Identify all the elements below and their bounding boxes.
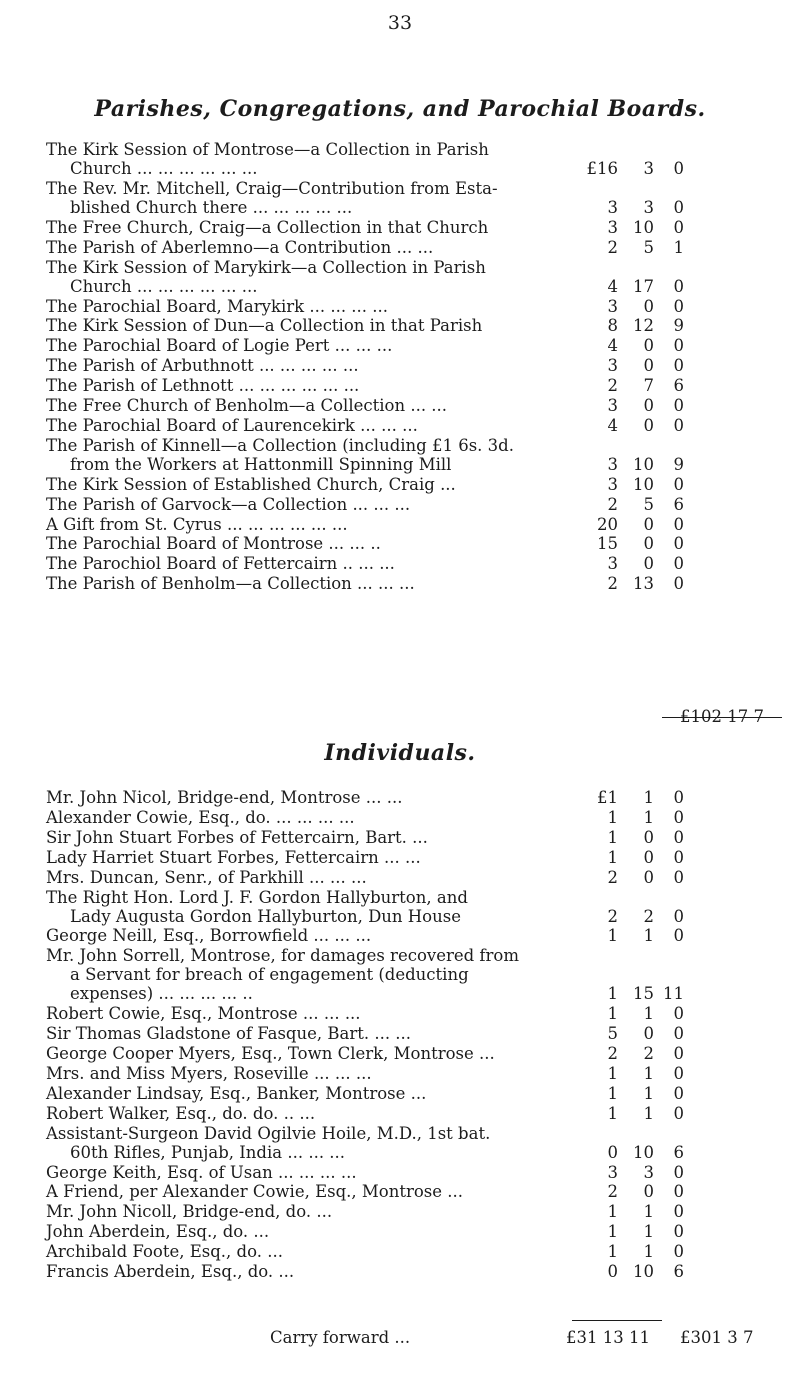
entry-text-line: Mrs. and Miss Myers, Roseville ... ... ... xyxy=(46,1063,372,1083)
ledger-entry xyxy=(46,534,686,553)
ledger-entry xyxy=(46,1084,686,1103)
pounds-amount: 1 xyxy=(607,827,618,847)
carry-forward-label: Carry forward ... xyxy=(270,1328,411,1347)
pounds-amount: 3 xyxy=(607,217,618,237)
shillings-amount: 1 xyxy=(643,788,654,807)
pence-amount: 0 xyxy=(673,1063,684,1083)
pounds-amount: 1 xyxy=(607,847,618,867)
pounds-amount: 2 xyxy=(607,376,618,396)
pounds-amount: 1 xyxy=(607,1222,618,1242)
entry-text-line: blished Church there ... ... ... ... ... xyxy=(70,197,353,217)
pounds-amount: 2 xyxy=(607,237,618,257)
ledger-entry xyxy=(46,554,686,573)
pence-amount: 11 xyxy=(663,984,684,1004)
entry-text-line: The Parish of Arbuthnott ... ... ... ... ... xyxy=(46,356,359,376)
pounds-amount: 1 xyxy=(607,1103,618,1123)
entry-text-line: The Parochiol Board of Fettercairn .. ... ... xyxy=(46,554,395,574)
pounds-amount: 3 xyxy=(607,554,618,574)
shillings-amount: 3 xyxy=(643,1162,654,1182)
entry-text-line: Archibald Foote, Esq., do. ... xyxy=(46,1242,283,1262)
pence-amount: 0 xyxy=(673,1103,684,1123)
ledger-entry xyxy=(46,574,686,593)
shillings-amount: 0 xyxy=(643,1024,654,1044)
pounds-amount: 2 xyxy=(607,574,618,594)
pence-amount: 9 xyxy=(673,454,684,474)
ledger-entry xyxy=(46,258,686,296)
ledger-entry xyxy=(46,788,686,807)
pounds-amount: 3 xyxy=(607,197,618,217)
ledger-entry xyxy=(46,946,686,1003)
pence-amount: 0 xyxy=(673,926,684,946)
ledger-entry xyxy=(46,848,686,867)
pence-amount: 0 xyxy=(673,336,684,356)
pence-amount: 9 xyxy=(673,316,684,336)
ledger-entry xyxy=(46,1163,686,1182)
shillings-amount: 0 xyxy=(643,356,654,376)
pounds-amount: 3 xyxy=(607,356,618,376)
pence-amount: 6 xyxy=(673,376,684,396)
pence-amount: 0 xyxy=(673,574,684,594)
entry-text-line: The Parochial Board of Montrose ... ... .. xyxy=(46,534,381,554)
ledger-entry xyxy=(46,828,686,847)
shillings-amount: 0 xyxy=(643,336,654,356)
pounds-amount: 0 xyxy=(607,1142,618,1162)
ledger-entry xyxy=(46,1104,686,1123)
pence-amount: 0 xyxy=(673,474,684,494)
ledger-entry xyxy=(46,140,686,178)
pounds-amount: 3 xyxy=(607,296,618,316)
shillings-amount: 13 xyxy=(633,574,654,594)
ledger-entry xyxy=(46,808,686,827)
pounds-amount: 2 xyxy=(607,1044,618,1063)
entry-text-line: A Gift from St. Cyrus ... ... ... ... ... ... xyxy=(46,514,348,534)
shillings-amount: 1 xyxy=(643,1004,654,1024)
pounds-amount: 1 xyxy=(607,926,618,946)
ledger-entry xyxy=(46,179,686,217)
pence-amount: 0 xyxy=(673,906,684,926)
entry-text-line: Alexander Lindsay, Esq., Banker, Montrose ... xyxy=(46,1083,427,1103)
entry-text-line: Mr. John Sorrell, Montrose, for damages recovered from xyxy=(46,946,519,966)
shillings-amount: 1 xyxy=(643,1202,654,1222)
shillings-amount: 0 xyxy=(643,554,654,574)
pounds-amount: 2 xyxy=(607,1182,618,1202)
pence-amount: 0 xyxy=(673,1162,684,1182)
pence-amount: 0 xyxy=(673,788,684,807)
pence-amount: 0 xyxy=(673,514,684,534)
entry-text-line: Robert Cowie, Esq., Montrose ... ... ... xyxy=(46,1004,361,1024)
carry-rule xyxy=(572,1320,662,1321)
shillings-amount: 1 xyxy=(643,1222,654,1242)
ledger-entry xyxy=(46,416,686,435)
entry-text-line: The Kirk Session of Dun—a Collection in that Parish xyxy=(46,316,483,336)
ledger-entry xyxy=(46,316,686,335)
entry-text-line: The Parochial Board of Logie Pert ... ... ... xyxy=(46,336,393,356)
pounds-amount: 4 xyxy=(607,336,618,356)
pence-amount: 6 xyxy=(673,1262,684,1281)
shillings-amount: 1 xyxy=(643,1083,654,1103)
shillings-amount: 10 xyxy=(633,474,654,494)
pounds-amount: 3 xyxy=(607,474,618,494)
pence-amount: 0 xyxy=(673,1083,684,1103)
entry-text-line: The Kirk Session of Established Church, Craig ... xyxy=(46,474,456,494)
pence-amount: 0 xyxy=(673,1182,684,1202)
pence-amount: 0 xyxy=(673,807,684,827)
shillings-amount: 0 xyxy=(643,514,654,534)
shillings-amount: 1 xyxy=(643,1103,654,1123)
pounds-amount: 20 xyxy=(597,514,618,534)
shillings-amount: 10 xyxy=(633,1142,654,1162)
shillings-amount: 1 xyxy=(643,807,654,827)
entry-text-line: The Free Church, Craig—a Collection in that Church xyxy=(46,217,489,237)
section-heading-individuals: Individuals. xyxy=(324,740,476,766)
ledger-entry xyxy=(46,356,686,375)
entry-text-line: Church ... ... ... ... ... ... xyxy=(70,276,258,296)
entry-text-line: A Friend, per Alexander Cowie, Esq., Montrose ... xyxy=(46,1182,464,1202)
ledger-entry xyxy=(46,515,686,534)
shillings-amount: 1 xyxy=(643,1063,654,1083)
parishes-subtotal: £102 17 7 xyxy=(680,707,764,726)
pence-amount: 0 xyxy=(673,217,684,237)
ledger-entry xyxy=(46,1262,686,1281)
pounds-amount: 3 xyxy=(607,396,618,415)
pounds-amount: 0 xyxy=(607,1262,618,1281)
ledger-entry xyxy=(46,888,686,926)
pounds-amount: 1 xyxy=(607,984,618,1004)
ledger-entry xyxy=(46,376,686,395)
page-number: 33 xyxy=(387,12,413,34)
ledger-entry xyxy=(46,1004,686,1023)
ledger-entry xyxy=(46,336,686,355)
pounds-amount: 2 xyxy=(607,906,618,926)
entry-text-line: Francis Aberdein, Esq., do. ... xyxy=(46,1262,295,1281)
ledger-entry xyxy=(46,495,686,514)
entry-text-line: 60th Rifles, Punjab, India ... ... ... xyxy=(70,1142,346,1162)
pence-amount: 0 xyxy=(673,554,684,574)
ledger-entry xyxy=(46,868,686,887)
pence-amount: 0 xyxy=(673,1222,684,1242)
shillings-amount: 10 xyxy=(633,1262,654,1281)
pence-amount: 0 xyxy=(673,1242,684,1262)
shillings-amount: 0 xyxy=(643,1182,654,1202)
pounds-amount: £16 xyxy=(586,159,618,178)
pounds-amount: 1 xyxy=(607,1242,618,1262)
entry-text-line: Sir John Stuart Forbes of Fettercairn, Bart. ... xyxy=(46,827,428,847)
entry-text-line: The Free Church of Benholm—a Collection ... ... xyxy=(46,396,448,415)
ledger-entry xyxy=(46,475,686,494)
ledger-entry xyxy=(46,1044,686,1063)
shillings-amount: 2 xyxy=(643,1044,654,1063)
pounds-amount: 4 xyxy=(607,276,618,296)
ledger-entry xyxy=(46,396,686,415)
pounds-amount: 1 xyxy=(607,1083,618,1103)
entry-text-line: Sir Thomas Gladstone of Fasque, Bart. ... ... xyxy=(46,1024,412,1044)
pence-amount: 0 xyxy=(673,296,684,316)
entry-text-line: The Kirk Session of Montrose—a Collection in Parish xyxy=(46,140,489,159)
pounds-amount: 8 xyxy=(607,316,618,336)
entry-text-line: Alexander Cowie, Esq., do. ... ... ... ... xyxy=(46,807,355,827)
shillings-amount: 10 xyxy=(633,454,654,474)
pence-amount: 0 xyxy=(673,276,684,296)
shillings-amount: 12 xyxy=(633,316,654,336)
pence-amount: 0 xyxy=(673,534,684,554)
shillings-amount: 0 xyxy=(643,867,654,887)
entry-text-line: Church ... ... ... ... ... ... xyxy=(70,159,258,178)
shillings-amount: 7 xyxy=(643,376,654,396)
pounds-amount: 1 xyxy=(607,1004,618,1024)
entry-text-line: The Parochial Board of Laurencekirk ... ... ... xyxy=(46,415,418,435)
shillings-amount: 1 xyxy=(643,1242,654,1262)
shillings-amount: 10 xyxy=(633,217,654,237)
carry-forward-total: £31 13 11 xyxy=(566,1328,650,1347)
shillings-amount: 1 xyxy=(643,926,654,946)
pence-amount: 0 xyxy=(673,1202,684,1222)
shillings-amount: 0 xyxy=(643,847,654,867)
ledger-entry xyxy=(46,1124,686,1162)
entry-text-line: The Parochial Board, Marykirk ... ... ... ... xyxy=(46,296,389,316)
pence-amount: 0 xyxy=(673,1024,684,1044)
entry-text-line: The Parish of Lethnott ... ... ... ... ... ... xyxy=(46,376,360,396)
pounds-amount: 2 xyxy=(607,867,618,887)
entry-text-line: Lady Harriet Stuart Forbes, Fettercairn ... ... xyxy=(46,847,421,867)
ledger-entry xyxy=(46,1242,686,1261)
pence-amount: 0 xyxy=(673,356,684,376)
entry-text-line: The Parish of Aberlemno—a Contribution ... ... xyxy=(46,237,434,257)
pence-amount: 0 xyxy=(673,867,684,887)
pence-amount: 0 xyxy=(673,396,684,415)
pounds-amount: 5 xyxy=(607,1024,618,1044)
pounds-amount: 1 xyxy=(607,1202,618,1222)
pounds-amount: 3 xyxy=(607,1162,618,1182)
pounds-amount: 4 xyxy=(607,415,618,435)
entry-text-line: The Right Hon. Lord J. F. Gordon Hallyburton, and xyxy=(46,887,468,907)
entry-text-line: The Rev. Mr. Mitchell, Craig—Contribution from Esta- xyxy=(46,178,498,198)
entry-text-line: Lady Augusta Gordon Hallyburton, Dun House xyxy=(70,906,461,926)
pounds-amount: 3 xyxy=(607,454,618,474)
entry-text-line: Mr. John Nicol, Bridge-end, Montrose ... ... xyxy=(46,788,403,807)
entry-text-line: Mr. John Nicoll, Bridge-end, do. ... xyxy=(46,1202,333,1222)
ledger-entry xyxy=(46,926,686,945)
ledger-entry xyxy=(46,238,686,257)
shillings-amount: 0 xyxy=(643,534,654,554)
entry-text-line: The Parish of Kinnell—a Collection (including £1 6s. 3d. xyxy=(46,435,514,455)
entry-text-line: expenses) ... ... ... ... .. xyxy=(70,984,253,1004)
entry-text-line: Mrs. Duncan, Senr., of Parkhill ... ... ... xyxy=(46,867,367,887)
entry-text-line: a Servant for breach of engagement (deducting xyxy=(70,965,469,985)
shillings-amount: 15 xyxy=(633,984,654,1004)
entry-text-line: George Keith, Esq. of Usan ... ... ... ... xyxy=(46,1162,357,1182)
shillings-amount: 3 xyxy=(643,159,654,178)
pence-amount: 6 xyxy=(673,494,684,514)
entry-text-line: The Parish of Garvock—a Collection ... ... ... xyxy=(46,494,411,514)
shillings-amount: 0 xyxy=(643,296,654,316)
entry-text-line: John Aberdein, Esq., do. ... xyxy=(46,1222,270,1242)
pence-amount: 1 xyxy=(673,237,684,257)
pounds-amount: 2 xyxy=(607,494,618,514)
shillings-amount: 5 xyxy=(643,237,654,257)
ledger-entry xyxy=(46,1182,686,1201)
pence-amount: 0 xyxy=(673,159,684,178)
ledger-entry xyxy=(46,1202,686,1221)
ledger-entry xyxy=(46,1024,686,1043)
shillings-amount: 3 xyxy=(643,197,654,217)
pence-amount: 0 xyxy=(673,415,684,435)
ledger-entry xyxy=(46,436,686,474)
section-heading-parishes: Parishes, Congregations, and Parochial Boards. xyxy=(94,96,706,122)
pence-amount: 0 xyxy=(673,1004,684,1024)
pence-amount: 6 xyxy=(673,1142,684,1162)
pounds-amount: 1 xyxy=(607,1063,618,1083)
entry-text-line: The Parish of Benholm—a Collection ... ... ... xyxy=(46,574,415,594)
pence-amount: 0 xyxy=(673,197,684,217)
pence-amount: 0 xyxy=(673,847,684,867)
shillings-amount: 5 xyxy=(643,494,654,514)
shillings-amount: 0 xyxy=(643,396,654,415)
shillings-amount: 2 xyxy=(643,906,654,926)
shillings-amount: 0 xyxy=(643,827,654,847)
shillings-amount: 17 xyxy=(633,276,654,296)
ledger-entry xyxy=(46,1222,686,1241)
entry-text-line: The Kirk Session of Marykirk—a Collection in Parish xyxy=(46,257,486,277)
entry-text-line: George Neill, Esq., Borrowfield ... ... ... xyxy=(46,926,372,946)
shillings-amount: 0 xyxy=(643,415,654,435)
pence-amount: 0 xyxy=(673,827,684,847)
ledger-entry xyxy=(46,218,686,237)
entry-text-line: from the Workers at Hattonmill Spinning Mill xyxy=(70,454,452,474)
ledger-entry xyxy=(46,297,686,316)
entry-text-line: Robert Walker, Esq., do. do. .. ... xyxy=(46,1103,316,1123)
entry-text-line: Assistant-Surgeon David Ogilvie Hoile, M.D., 1st bat. xyxy=(46,1123,491,1143)
carry-forward-grand-total: £301 3 7 xyxy=(680,1328,754,1347)
ledger-entry xyxy=(46,1064,686,1083)
pounds-amount: £1 xyxy=(597,788,618,807)
pounds-amount: 15 xyxy=(597,534,618,554)
pounds-amount: 1 xyxy=(607,807,618,827)
pence-amount: 0 xyxy=(673,1044,684,1063)
entry-text-line: George Cooper Myers, Esq., Town Clerk, Montrose ... xyxy=(46,1044,495,1063)
